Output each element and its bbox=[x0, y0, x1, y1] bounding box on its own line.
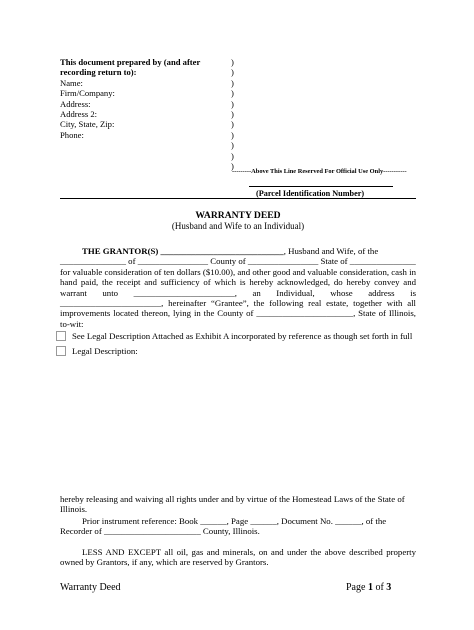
paren: ) bbox=[231, 57, 234, 67]
paren: ) bbox=[231, 77, 234, 88]
preparer-title: This document prepared by (and after recording return to): bbox=[60, 57, 201, 78]
paren: ) bbox=[231, 140, 234, 151]
header-rule bbox=[60, 198, 416, 199]
paren: ) bbox=[231, 88, 234, 99]
paren: ) bbox=[231, 119, 234, 130]
grantor-body: for valuable consideration of ten dollars ($10.00), and other good and valuable consideration, cash in hand paid, the receipt and sufficiency of which is hereby acknowledged, do hereby convey and warrant unto _______________________, an Individual, whose address is _______________________, hereinafter “Grantee”, the following real estate, together with all improvements located thereon, lying in the County of ______________________, State of Illinois, to-wit: bbox=[60, 266, 416, 329]
preparer-parens bbox=[231, 57, 234, 171]
preparer-field-city: City, State, Zip: bbox=[60, 119, 115, 130]
less-except-paragraph: LESS AND EXCEPT all oil, gas and minerals, on and under the above described property owned by Grantors, if any, which are reserved by Grantors. bbox=[60, 547, 416, 568]
paren: ) bbox=[231, 98, 234, 109]
grantor-line1-rest: , Husband and Wife, of the bbox=[283, 246, 379, 256]
legal-description-label: Legal Description: bbox=[72, 346, 138, 356]
pin-signature-line bbox=[249, 186, 393, 187]
homestead-paragraph: hereby releasing and waiving all rights under and by virtue of the Homestead Laws of the State of Illinois. bbox=[60, 494, 405, 515]
legal-description-checkbox[interactable] bbox=[56, 346, 66, 356]
footer-page-total: 3 bbox=[386, 582, 392, 593]
exhibit-option[interactable] bbox=[56, 331, 412, 341]
exhibit-checkbox[interactable] bbox=[56, 331, 66, 341]
legal-description-option[interactable] bbox=[56, 346, 138, 356]
grantor-paragraph bbox=[60, 246, 416, 329]
preparer-block bbox=[60, 57, 232, 140]
official-use-line: ---------Above This Line Reserved For Official Use Only----------- bbox=[232, 168, 407, 175]
footer-page-number bbox=[346, 582, 391, 593]
exhibit-option-label: See Legal Description Attached as Exhibit A incorporated by reference as though set forth in full bbox=[72, 331, 413, 341]
paren: ) bbox=[231, 150, 234, 161]
deed-subtitle: (Husband and Wife to an Individual) bbox=[171, 221, 305, 231]
preparer-field-address2: Address 2: bbox=[60, 109, 97, 120]
footer-page-word: Page bbox=[346, 582, 366, 593]
footer-doc-name: Warranty Deed bbox=[60, 582, 121, 593]
footer-page-current: 1 bbox=[367, 582, 373, 593]
grantor-line2: _______________ of ________________ County of ________________ State of _______________ bbox=[60, 256, 416, 267]
parcel-id-label: (Parcel Identification Number) bbox=[256, 189, 365, 198]
footer-of-word: of bbox=[375, 582, 384, 593]
prior-reference-paragraph: Prior instrument reference: Book ______, Page ______, Document No. ______, of the Recorder of ______________________ County, Illinois. bbox=[60, 516, 387, 537]
paren: ) bbox=[231, 67, 234, 78]
grantor-name-blank: ____________________________ bbox=[160, 246, 284, 256]
preparer-field-firm: Firm/Company: bbox=[60, 88, 115, 99]
grantor-lead: THE GRANTOR(S) bbox=[82, 246, 159, 256]
preparer-field-phone: Phone: bbox=[60, 129, 84, 140]
preparer-field-address: Address: bbox=[60, 98, 91, 109]
paren: ) bbox=[231, 160, 234, 171]
deed-title: WARRANTY DEED bbox=[195, 210, 281, 221]
paren: ) bbox=[231, 108, 234, 119]
preparer-field-name: Name: bbox=[60, 77, 83, 88]
paren: ) bbox=[231, 129, 234, 140]
